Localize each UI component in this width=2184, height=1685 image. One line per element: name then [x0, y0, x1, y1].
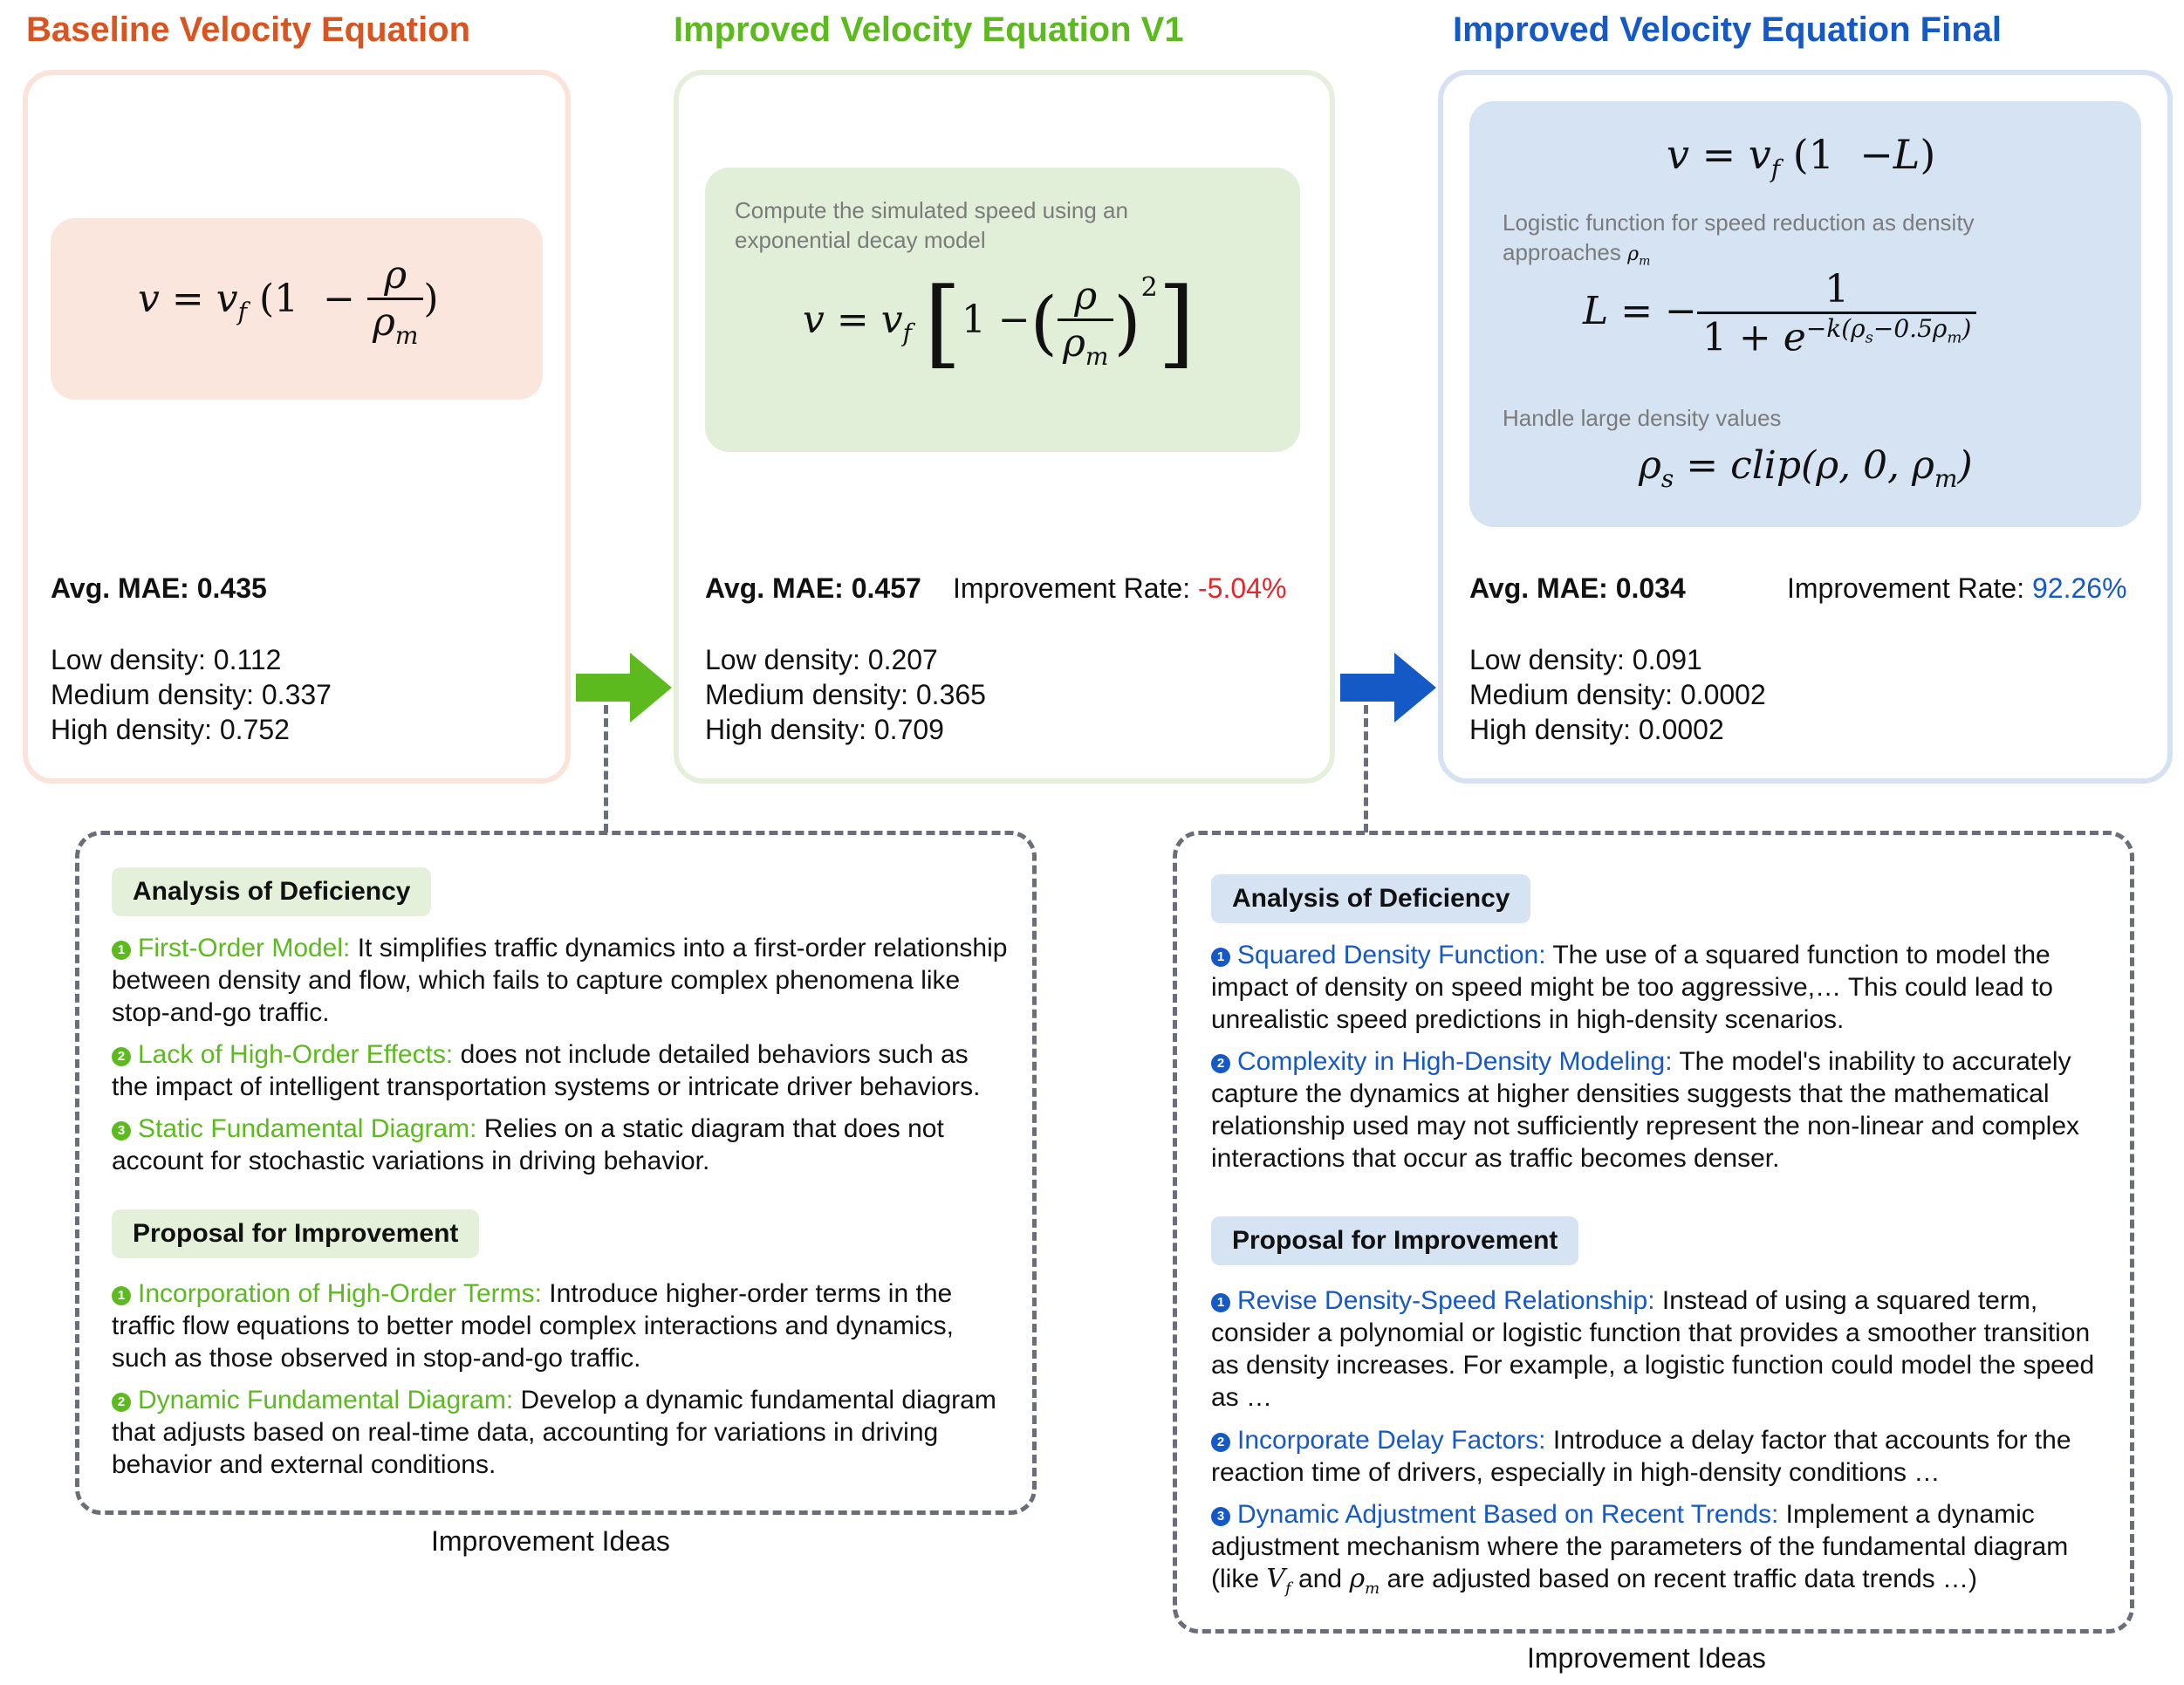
left-proposal-badge: Proposal for Improvement [112, 1209, 479, 1258]
right-ideas-caption: Improvement Ideas [1527, 1642, 1766, 1674]
final-note-logistic: Logistic function for speed reduction as density approaches $\rho_m$ [1503, 209, 1975, 269]
final-mae: Avg. MAE: 0.034 [1469, 572, 1686, 604]
final-equation-v: $v = v_f$ (1 −L) [1667, 131, 1936, 184]
v1-note: Compute the simulated speed using an exponential decay model [735, 197, 1128, 253]
arrow-right-icon [576, 653, 674, 723]
density-high: High density: 0.0002 [1469, 714, 1724, 745]
right-proposal-badge: Proposal for Improvement [1211, 1216, 1578, 1265]
v1-equation-box [705, 168, 1300, 452]
density-medium: Medium density: 0.337 [51, 679, 332, 710]
v1-density-list [705, 642, 986, 747]
density-medium: Medium density: 0.365 [705, 679, 986, 710]
final-density-list [1469, 642, 1766, 747]
v1-equation: $v = v_f$ [1 −( $\frac{\rho}{\rho_m}$ )$^2$] [803, 266, 1195, 379]
density-low: Low density: 0.207 [705, 644, 938, 675]
final-equation-clip: $\rho_s$ = clip(ρ, 0, $\rho_m$) [1639, 443, 1973, 493]
v1-improvement-rate: Improvement Rate: -5.04% [953, 572, 1287, 604]
baseline-equation-box [51, 218, 543, 400]
right-connector [1364, 705, 1368, 832]
left-analysis-item-3: 3 Static Fundamental Diagram: Relies on a static diagram that does not account for stochastic variations in driving behavior. [112, 1114, 944, 1175]
left-connector [604, 705, 608, 832]
density-low: Low density: 0.112 [51, 644, 282, 675]
baseline-equation: $v = v_f$ (1 − $\frac{\rho}{\rho_m}$ ) [138, 253, 439, 350]
density-low: Low density: 0.091 [1469, 644, 1702, 675]
left-proposal-item-1: 1 Incorporation of High-Order Terms: Introduce higher-order terms in the traffic flow equations to better model complex interactions and dynamics, such as those observed in stop-and-go traffic. [112, 1279, 954, 1373]
v1-rate-value: -5.04% [1198, 572, 1287, 604]
arrow-right-icon [1340, 653, 1438, 723]
right-analysis-badge: Analysis of Deficiency [1211, 874, 1530, 923]
left-analysis-item-1: 1 First-Order Model: It simplifies traffic dynamics into a first-order relationship between density and flow, which fails to capture complex phenomena like stop-and-go traffic. [112, 934, 1008, 1027]
final-improvement-rate: Improvement Rate: 92.26% [1787, 572, 2127, 604]
final-rate-value: 92.26% [2032, 572, 2127, 604]
right-proposal-item-3: 3 Dynamic Adjustment Based on Recent Trends: Implement a dynamic adjustment mechanism where the parameters of the fundamental diagram (like $V_f$ and $\rho_m$ are adjusted based on recent traffic data trends …) [1211, 1500, 2069, 1598]
right-proposal-item-2: 2 Incorporate Delay Factors: Introduce a delay factor that accounts for the reaction time of drivers, especially in high-density conditions … [1211, 1426, 2071, 1487]
right-proposal-item-1: 1 Revise Density-Speed Relationship: Instead of using a squared term, consider a polynomial or logistic function that provides a smoother transition as density increases. For example, a logistic function could model the speed as … [1211, 1286, 2095, 1412]
baseline-density-list [51, 642, 332, 747]
left-analysis-badge: Analysis of Deficiency [112, 867, 431, 916]
density-medium: Medium density: 0.0002 [1469, 679, 1766, 710]
right-analysis-item-2: 2 Complexity in High-Density Modeling: The model's inability to accurately capture the dynamics at higher densities suggests that the mathematical relationship used may not sufficiently represent the non-linear and complex interactions that occur as traffic becomes denser. [1211, 1047, 2080, 1173]
baseline-title: Baseline Velocity Equation [26, 10, 471, 49]
right-analysis-item-1: 1 Squared Density Function: The use of a squared function to model the impact of density on speed might be too aggressive,… This could lead to unrealistic speed predictions in high-density scenarios. [1211, 941, 2053, 1034]
final-title: Improved Velocity Equation Final [1453, 10, 2003, 49]
left-ideas-caption: Improvement Ideas [431, 1525, 670, 1557]
v1-mae: Avg. MAE: 0.457 [705, 572, 921, 604]
v1-title: Improved Velocity Equation V1 [674, 10, 1184, 49]
final-equation-logistic: L = − $\frac{1}{1 + e^{-k(\rho_s-0.5\rho_m)}}$ [1583, 267, 1976, 360]
left-analysis-item-2: 2 Lack of High-Order Effects: does not include detailed behaviors such as the impact of intelligent transportation systems or intricate driver behaviors. [112, 1040, 981, 1101]
left-proposal-item-2: 2 Dynamic Fundamental Diagram: Develop a dynamic fundamental diagram that adjusts based on real-time data, accounting for variations in driving behavior and external conditions. [112, 1386, 996, 1479]
density-high: High density: 0.752 [51, 714, 290, 745]
final-equation-box [1469, 101, 2141, 527]
final-note-clip: Handle large density values [1503, 405, 1782, 431]
baseline-mae: Avg. MAE: 0.435 [51, 572, 267, 604]
density-high: High density: 0.709 [705, 714, 944, 745]
